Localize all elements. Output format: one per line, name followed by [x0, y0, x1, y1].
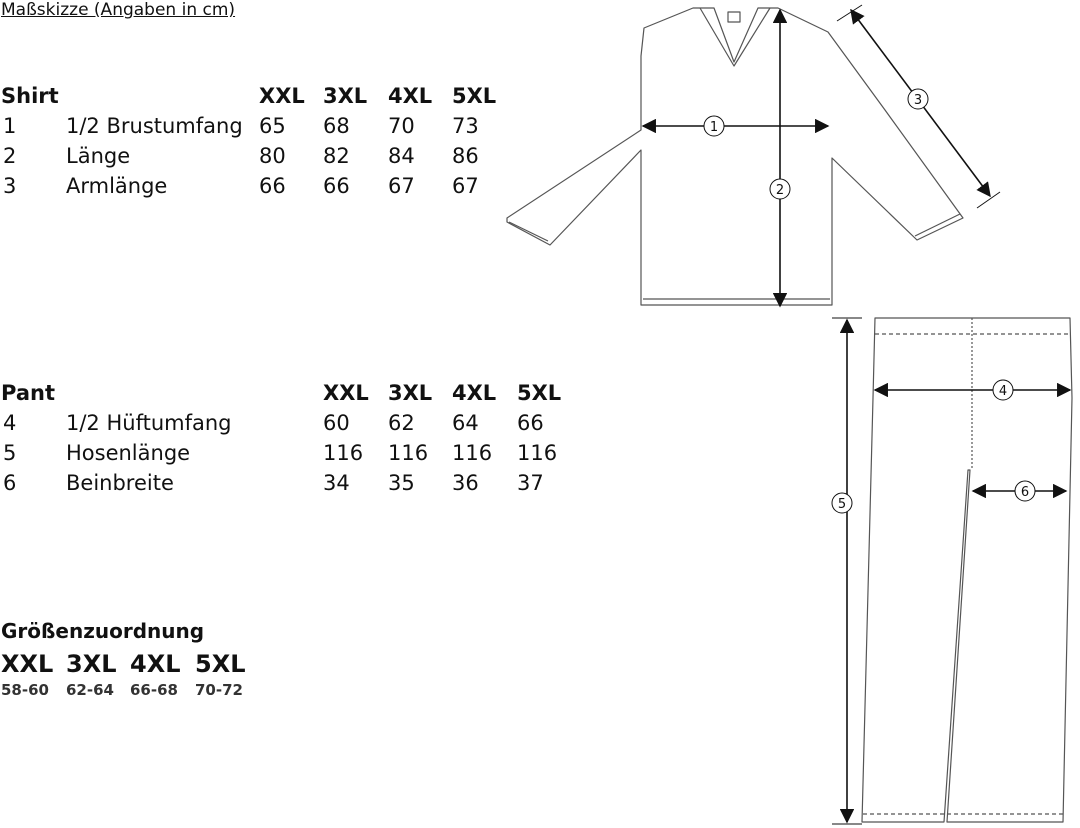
row-label: Länge — [66, 144, 131, 168]
size-assignment-heading: Größenzuordnung — [1, 619, 205, 643]
table-cell: 66 — [259, 174, 286, 198]
size-range: 66-68 — [130, 681, 178, 699]
size-label: 5XL — [195, 650, 246, 678]
table-cell: 82 — [323, 144, 350, 168]
table-cell: 68 — [323, 114, 350, 138]
shirt-collar — [700, 8, 770, 66]
table-cell: 73 — [452, 114, 479, 138]
marker-2 — [770, 179, 790, 199]
shirt-heading: Shirt — [1, 84, 59, 108]
marker-4 — [993, 380, 1013, 400]
shirt-size-header: 3XL — [323, 84, 368, 108]
table-cell: 35 — [388, 471, 415, 495]
row-number: 4 — [3, 411, 17, 435]
marker-3 — [908, 89, 928, 109]
table-cell: 64 — [452, 411, 479, 435]
table-cell: 67 — [388, 174, 415, 198]
shirt-body — [507, 8, 963, 305]
row-label: 1/2 Brustumfang — [66, 114, 243, 138]
table-cell: 66 — [323, 174, 350, 198]
shirt-cuff-right — [915, 214, 960, 236]
table-cell: 116 — [323, 441, 364, 465]
table-cell: 36 — [452, 471, 479, 495]
row-label: Hosenlänge — [66, 441, 191, 465]
row-label: 1/2 Hüftumfang — [66, 411, 232, 435]
marker-6 — [1015, 481, 1035, 501]
marker-5 — [832, 493, 852, 513]
size-range: 62-64 — [66, 681, 114, 699]
table-cell: 116 — [517, 441, 558, 465]
marker-4-label: 4 — [998, 384, 1008, 399]
pants-body — [862, 318, 1072, 822]
shirt-size-header: 5XL — [452, 84, 497, 108]
shirt-size-header: XXL — [259, 84, 305, 108]
table-cell: 116 — [388, 441, 429, 465]
size-label: 3XL — [66, 650, 117, 678]
row-number: 1 — [3, 114, 17, 138]
pant-size-header: 4XL — [452, 381, 497, 405]
table-cell: 62 — [388, 411, 415, 435]
row-number: 5 — [3, 441, 17, 465]
table-cell: 70 — [388, 114, 415, 138]
pant-heading: Pant — [1, 381, 55, 405]
pant-size-header: 3XL — [388, 381, 433, 405]
marker-3-label: 3 — [913, 93, 923, 108]
row-label: Beinbreite — [66, 471, 174, 495]
table-cell: 60 — [323, 411, 350, 435]
row-number: 2 — [3, 144, 17, 168]
size-label: XXL — [1, 650, 54, 678]
size-range: 70-72 — [195, 681, 243, 699]
table-cell: 65 — [259, 114, 286, 138]
size-label: 4XL — [130, 650, 181, 678]
shirt-size-header: 4XL — [388, 84, 433, 108]
table-cell: 80 — [259, 144, 286, 168]
marker-6-label: 6 — [1020, 485, 1030, 500]
shirt-cuff-left — [509, 222, 548, 241]
table-cell: 86 — [452, 144, 479, 168]
marker-1 — [704, 116, 724, 136]
size-range: 58-60 — [1, 681, 49, 699]
marker-1-label: 1 — [709, 120, 719, 135]
pant-size-header: 5XL — [517, 381, 562, 405]
table-cell: 67 — [452, 174, 479, 198]
shirt-outline — [507, 8, 963, 305]
shirt-label — [728, 12, 740, 22]
table-cell: 34 — [323, 471, 350, 495]
table-cell: 84 — [388, 144, 415, 168]
row-label: Armlänge — [66, 174, 168, 198]
table-cell: 116 — [452, 441, 493, 465]
marker-5-label: 5 — [837, 497, 847, 512]
row-number: 6 — [3, 471, 17, 495]
row-number: 3 — [3, 174, 17, 198]
table-cell: 37 — [517, 471, 544, 495]
pant-size-header: XXL — [323, 381, 369, 405]
pants-outline — [862, 318, 1072, 822]
table-cell: 66 — [517, 411, 544, 435]
marker-2-label: 2 — [775, 183, 785, 198]
page-title: Maßskizze (Angaben in cm) — [1, 0, 236, 20]
